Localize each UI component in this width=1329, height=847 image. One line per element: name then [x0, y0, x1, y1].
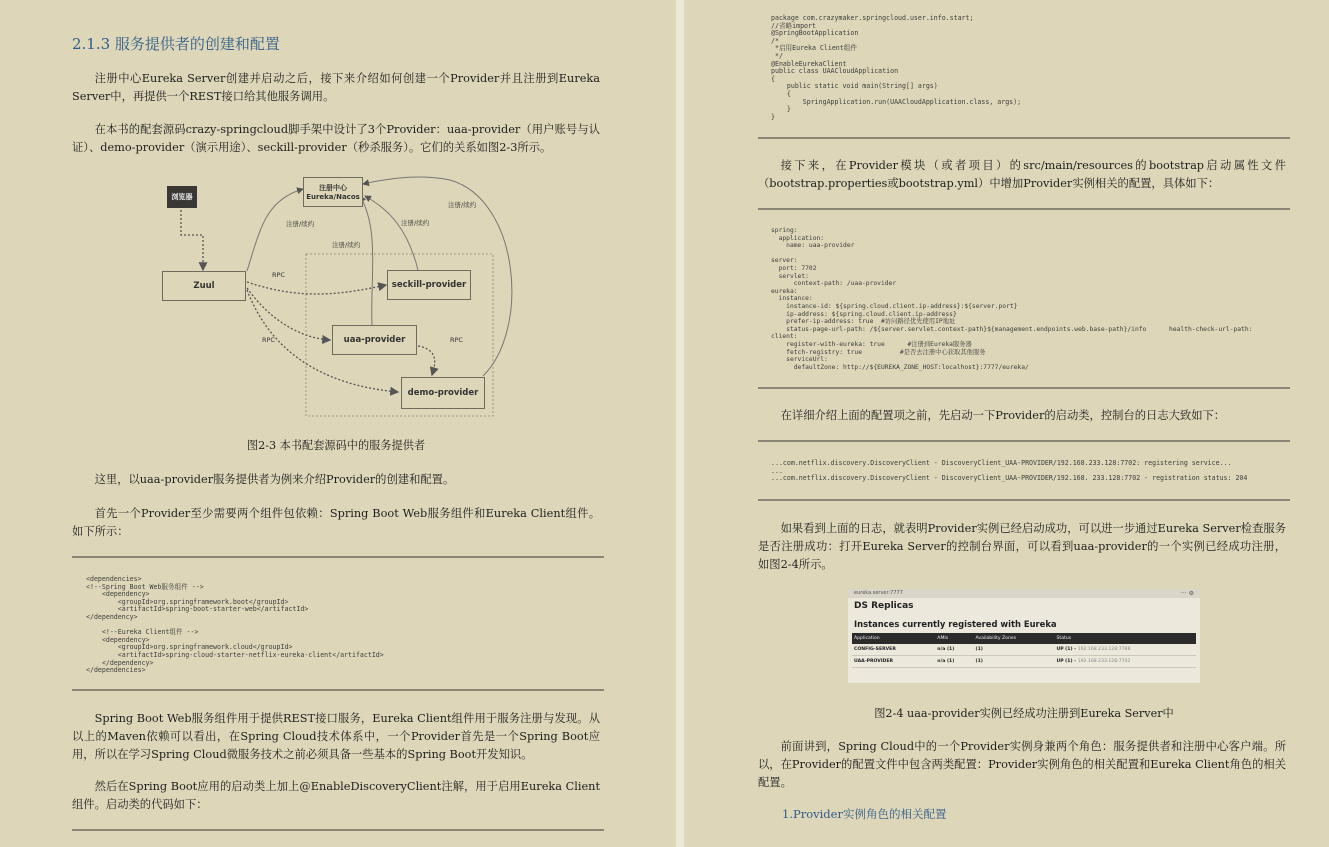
instances-title: Instances currently registered with Eureka — [854, 619, 1057, 629]
paragraph: 接下来，在Provider模块（或者项目）的src/main/resources的bootstrap启动属性文件（bootstrap.properties或bootstrap.yml）中增加Provider实例相关的配置，具体如下： — [758, 159, 1286, 190]
uaa-provider-node: uaa-provider — [332, 325, 417, 355]
figure-caption: 图2-4 uaa-provider实例已经成功注册到Eureka Server中 — [874, 707, 1174, 720]
paragraph: 在本书的配套源码crazy-springcloud脚手架中设计了3个Provider：uaa-provider（用户账号与认证）、demo-provider（演示用途）、seckill-provider（秒杀服务）。它们的关系如图2-3所示。 — [72, 123, 600, 154]
zuul-node: Zuul — [162, 271, 246, 301]
demo-provider-node: demo-provider — [401, 377, 485, 409]
column-header: Status — [1054, 633, 1196, 644]
paragraph: 注册中心Eureka Server创建并启动之后，接下来介绍如何创建一个Provider并且注册到Eureka Server中，再提供一个REST接口给其他服务调用。 — [72, 72, 600, 103]
replicas-title: DS Replicas — [854, 601, 914, 611]
service-provider-diagram — [150, 170, 520, 420]
log-block: ...com.netflix.discovery.DiscoveryClient - DiscoveryClient_UAA-PROVIDER/192.168.233.128:7702: registering service... ... ...com.netflix.discovery.DiscoveryClient - DiscoveryClient_UAA-PROVIDER/192.168. 233.128:7702 - registration status: 204 — [771, 459, 1248, 483]
eureka-console-screenshot — [848, 589, 1200, 683]
section-heading: 2.1.3 服务提供者的创建和配置 — [72, 35, 280, 53]
figure-caption: 图2-3 本书配套源码中的服务提供者 — [246, 439, 426, 452]
edge-label: 注册/续约 — [332, 241, 361, 249]
instance-link[interactable]: 192.168.233.128:7702 — [1077, 659, 1131, 664]
table-row — [852, 656, 1196, 668]
edge-label: RPC — [262, 336, 275, 344]
status-text: UP (1) - — [1056, 647, 1077, 652]
code-divider — [758, 440, 1290, 442]
table-cell: (1) — [974, 644, 1055, 656]
paragraph: Spring Boot Web服务组件用于提供REST接口服务，Eureka Client组件用于服务注册与发现。从以上的Maven依赖可以看出，在Spring Cloud技术体系中，一个Provider首先是一个Spring Boot应用，所以在学习Spring Cloud微服务技术之前必须具备一些基本的Spring Boot开发知识。 — [72, 712, 600, 761]
page-gutter — [676, 0, 684, 847]
seckill-provider-node: seckill-provider — [387, 270, 471, 300]
column-header: Availability Zones — [974, 633, 1055, 644]
code-divider — [758, 137, 1290, 139]
table-row — [852, 644, 1196, 656]
subsection-heading: 1.Provider实例角色的相关配置 — [782, 807, 947, 821]
paragraph: 前面讲到，Spring Cloud中的一个Provider实例身兼两个角色：服务提供者和注册中心客户端。所以，在Provider的配置文件中包含两类配置：Provider实例角色的相关配置和Eureka Client角色的相关配置。 — [758, 740, 1286, 789]
code-divider — [758, 208, 1290, 210]
code-divider — [758, 499, 1290, 501]
code-block: package com.crazymaker.springcloud.user.info.start; //省略import @SpringBootApplication /* *启用Eureka Client组件 */ @EnableEurekaClient public class UAACloudApplication { public static void main(String[] args) { SpringApplication.run(UAACloudApplication.class, args); } } — [771, 14, 1022, 121]
code-block: <dependencies> <!--Spring Boot Web服务组件 --> <dependency> <groupId>org.springframework.boot</groupId> <artifactId>spring-boot-starter-web</artifactId> </dependency> <!--Eureka Client组件 --> <dependency> <groupId>org.springframework.cloud</groupId> <artifactId>spring-cloud-starter-netflix-eureka-client</artifactId> </dependency> </dependencies> — [86, 575, 384, 675]
table-cell: (1) — [974, 656, 1055, 668]
paragraph: 首先一个Provider至少需要两个组件包依赖：Spring Boot Web服务组件和Eureka Client组件。如下所示： — [72, 507, 600, 538]
browser-address-bar: eureka.server:7777 ··· ⚙ — [848, 589, 1200, 598]
paragraph: 在详细介绍上面的配置项之前，先启动一下Provider的启动类，控制台的日志大致如下： — [780, 409, 1226, 422]
paragraph: 如果看到上面的日志，就表明Provider实例已经启动成功，可以进一步通过Eureka Server检查服务是否注册成功：打开Eureka Server的控制台界面，可以看到uaa-provider的一个实例已经成功注册，如图2-4所示。 — [758, 522, 1286, 571]
instance-link[interactable]: 192.168.233.128:7788 — [1077, 647, 1131, 652]
edge-label: 注册/续约 — [448, 201, 477, 209]
table-cell: UAA-PROVIDER — [852, 656, 935, 668]
paragraph: 然后在Spring Boot应用的启动类上加上@EnableDiscoveryClient注解，用于启用Eureka Client组件。启动类的代码如下： — [72, 780, 600, 811]
more-icon: ··· ⚙ — [1180, 590, 1194, 597]
edge-label: RPC — [450, 336, 463, 344]
status-cell — [1054, 656, 1196, 668]
status-cell — [1054, 644, 1196, 656]
code-divider — [72, 689, 604, 691]
table-header — [852, 633, 1196, 644]
paragraph: 这里，以uaa-provider服务提供者为例来介绍Provider的创建和配置。 — [94, 473, 455, 486]
edge-label: 注册/续约 — [286, 220, 315, 228]
column-header: AMIs — [935, 633, 973, 644]
table-cell: CONFIG-SERVER — [852, 644, 935, 656]
code-divider — [758, 387, 1290, 389]
status-text: UP (1) - — [1056, 659, 1077, 664]
browser-node: 浏览器 — [167, 186, 197, 208]
column-header: Application — [852, 633, 935, 644]
code-divider — [72, 556, 604, 558]
table-cell: n/a (1) — [935, 644, 973, 656]
edge-label: RPC — [272, 271, 285, 279]
table-cell: n/a (1) — [935, 656, 973, 668]
registry-node: 注册中心 Eureka/Nacos — [303, 177, 363, 207]
code-block: spring: application: name: uaa-provider server: port: 7702 servlet: context-path: /uaa-provider eureka: instance: instance-id: ${spring.cloud.client.ip-address}:${server.port} ip-address: ${spring.cloud.client.ip-address} prefer-ip-address: true #访问路径优先使用IP地址 status-page-url-path: /${server.servlet.context-path}${management.endpoints.web.base-path}/info health-check-url-path: client: register-with-eureka: true #注册到Eureka服务器 fetch-registry: true #是否去注册中心获取其他服务 serviceUrl: defaultZone: http://${EUREKA_ZONE_HOST:localhost}:7777/eureka/ — [771, 227, 1253, 371]
code-divider — [72, 829, 604, 831]
instances-table — [852, 633, 1196, 668]
edge-label: 注册/续约 — [401, 219, 430, 227]
